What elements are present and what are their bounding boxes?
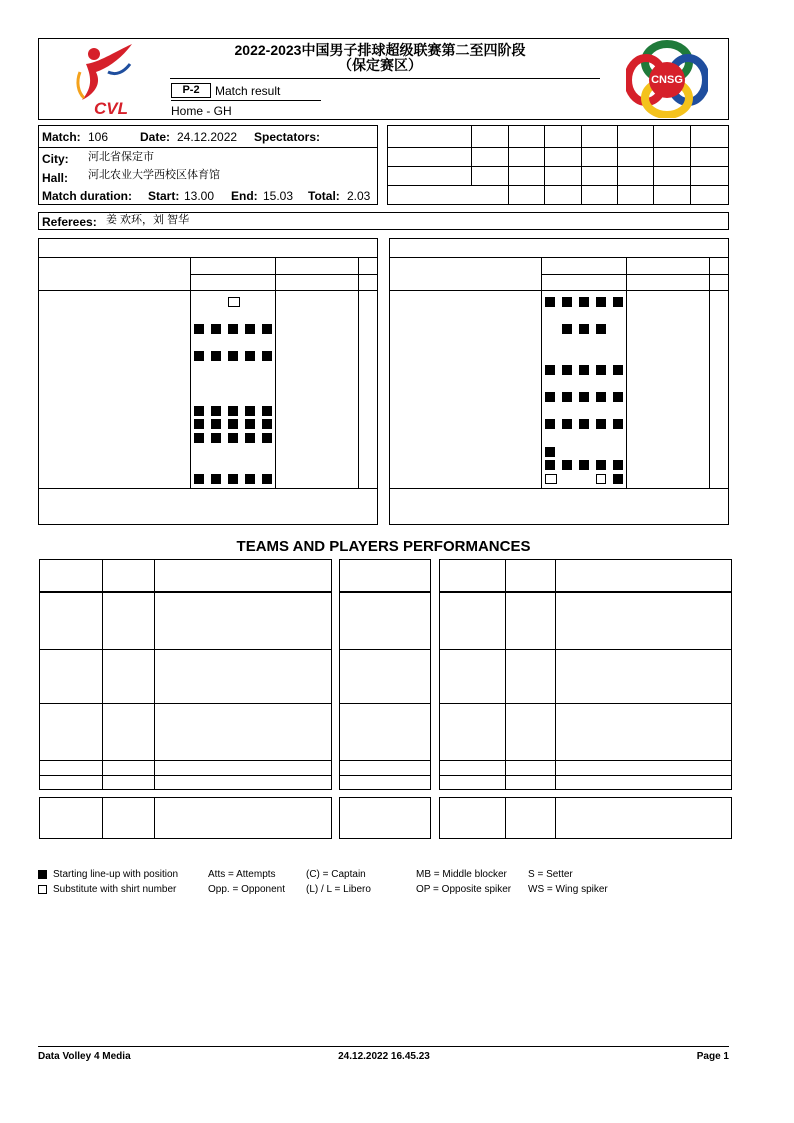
header-rule — [38, 290, 378, 291]
footer-rule — [38, 1046, 729, 1047]
match-number: 106 — [88, 130, 109, 144]
end-value: 15.03 — [263, 189, 294, 203]
perf-row-line — [439, 649, 732, 650]
player-row — [389, 338, 729, 351]
perf-row-line — [439, 703, 732, 704]
starting-position-box — [262, 419, 272, 429]
doc-type: Match result — [215, 84, 281, 98]
start-label: Start: — [148, 189, 180, 203]
score-col-line — [690, 125, 691, 205]
staff-rule — [38, 488, 378, 489]
player-row — [38, 392, 378, 405]
starting-position-box — [579, 392, 589, 402]
player-row — [389, 433, 729, 446]
starting-position-box — [545, 419, 555, 429]
perf-row-line — [39, 703, 332, 704]
score-col-line — [544, 125, 545, 205]
perf-col-line — [154, 797, 155, 839]
legend-ws: WS = Wing spiker — [528, 884, 608, 895]
starting-position-box — [194, 324, 204, 334]
legend-opp: Opp. = Opponent — [208, 884, 286, 895]
player-row — [38, 297, 378, 310]
starting-position-box — [245, 474, 255, 484]
starting-position-box — [613, 419, 623, 429]
starting-position-box — [262, 406, 272, 416]
player-row — [38, 324, 378, 337]
player-row — [38, 474, 378, 487]
player-row — [38, 365, 378, 378]
starting-position-box — [562, 365, 572, 375]
score-table — [387, 125, 729, 205]
substitute-number-box — [596, 474, 606, 484]
perf-row-line — [39, 775, 332, 776]
starting-position-box — [262, 474, 272, 484]
player-row — [389, 392, 729, 405]
subheader-rule — [190, 274, 378, 275]
player-row — [38, 460, 378, 473]
perf-row-line — [339, 703, 431, 704]
perf-col-line — [505, 797, 506, 839]
player-row — [38, 351, 378, 364]
starting-position-box — [211, 433, 221, 443]
subheader-rule — [541, 274, 729, 275]
spectators-label: Spectators: — [254, 130, 321, 144]
player-row — [38, 447, 378, 460]
starting-position-box — [194, 474, 204, 484]
cnsg-logo-text: CNSG — [651, 74, 683, 86]
player-row — [38, 379, 378, 392]
starting-position-box — [245, 433, 255, 443]
referees-value: 姜 欢环，刘 智华 — [106, 214, 190, 226]
legend — [38, 868, 729, 900]
starting-position-box — [596, 460, 606, 470]
score-row-line — [387, 185, 729, 186]
starting-position-box — [262, 351, 272, 361]
starting-position-box — [245, 324, 255, 334]
perf-row-line — [439, 775, 732, 776]
starting-position-box — [596, 392, 606, 402]
team-a-best-box — [39, 797, 332, 839]
hall-value: 河北农业大学西校区体育馆 — [88, 169, 220, 181]
score-row-line — [387, 166, 729, 167]
starting-position-box — [211, 419, 221, 429]
starting-position-box — [228, 433, 238, 443]
starting-position-box — [211, 474, 221, 484]
page-subtitle-region: （保定赛区） — [338, 57, 422, 73]
starting-position-box — [579, 297, 589, 307]
starting-position-box — [211, 324, 221, 334]
legend-s: S = Setter — [528, 869, 573, 880]
date-label: Date: — [140, 130, 171, 144]
starting-position-box — [228, 474, 238, 484]
legend-empty: Substitute with shirt number — [53, 884, 177, 895]
footer-right: Page 1 — [696, 1051, 729, 1062]
starting-position-box — [596, 324, 606, 334]
starting-position-box — [194, 351, 204, 361]
starting-position-box — [579, 365, 589, 375]
starting-position-box — [262, 324, 272, 334]
perf-col-line — [154, 559, 155, 790]
starting-position-box — [579, 324, 589, 334]
perf-row-line — [339, 760, 431, 761]
cnsg-logo — [626, 40, 708, 118]
starting-position-box — [596, 297, 606, 307]
score-col-line — [471, 125, 472, 185]
starting-position-box — [545, 297, 555, 307]
player-row — [389, 447, 729, 460]
starting-position-box — [613, 392, 623, 402]
hall-label: Hall: — [42, 171, 69, 185]
player-row — [389, 297, 729, 310]
cvl-logo — [72, 42, 144, 118]
perf-row-line — [39, 649, 332, 650]
perf-row-line — [39, 760, 332, 761]
end-label: End: — [231, 189, 258, 203]
team-a-header-box — [39, 559, 332, 592]
starting-position-box — [228, 324, 238, 334]
perf-row-line — [339, 775, 431, 776]
duration-label: Match duration: — [42, 189, 132, 203]
starting-position-box — [228, 406, 238, 416]
player-row — [389, 365, 729, 378]
score-col-line — [653, 125, 654, 205]
starting-position-box — [245, 419, 255, 429]
substitute-number-box — [545, 474, 557, 484]
starting-position-box — [613, 365, 623, 375]
player-row — [389, 460, 729, 473]
player-row — [389, 311, 729, 324]
starting-position-box — [228, 351, 238, 361]
player-row — [389, 379, 729, 392]
starting-position-box — [245, 351, 255, 361]
score-col-line — [617, 125, 618, 205]
team-b-best-box — [439, 797, 732, 839]
starting-position-box — [211, 406, 221, 416]
starting-position-box — [613, 460, 623, 470]
starting-position-box — [562, 419, 572, 429]
player-row — [38, 406, 378, 419]
staff-rule — [389, 488, 729, 489]
starting-position-box — [579, 460, 589, 470]
match-date: 24.12.2022 — [177, 130, 238, 144]
starting-position-box — [596, 365, 606, 375]
start-value: 13.00 — [184, 189, 215, 203]
total-duration-label: Total: — [308, 189, 340, 203]
player-row — [389, 406, 729, 419]
match-label: Match: — [42, 130, 81, 144]
filled-square-icon — [38, 870, 47, 879]
starting-position-box — [194, 419, 204, 429]
best-skill-box — [339, 797, 431, 839]
substitute-number-box — [228, 297, 240, 307]
legend-mb: MB = Middle blocker — [416, 869, 507, 880]
starting-position-box — [194, 406, 204, 416]
starting-position-box — [228, 419, 238, 429]
page-code-badge: P-2 — [171, 83, 211, 98]
perf-col-line — [555, 797, 556, 839]
starting-position-box — [562, 460, 572, 470]
starting-position-box — [545, 460, 555, 470]
score-col-line — [581, 125, 582, 205]
legend-op: OP = Opposite spiker — [416, 884, 512, 895]
perf-row-line — [439, 760, 732, 761]
starting-position-box — [545, 392, 555, 402]
starting-position-box — [613, 474, 623, 484]
city-label: City: — [42, 152, 69, 166]
starting-position-box — [562, 392, 572, 402]
team-b-header-box — [439, 559, 732, 592]
starting-position-box — [596, 419, 606, 429]
player-row — [38, 311, 378, 324]
player-row — [38, 419, 378, 432]
starting-position-box — [613, 297, 623, 307]
perf-col-line — [505, 559, 506, 790]
footer-left: Data Volley 4 Media — [38, 1051, 131, 1062]
perf-col-line — [555, 559, 556, 790]
legend-captain: (C) = Captain — [306, 869, 366, 880]
page-title: 2022-2023中国男子排球超级联赛第二至四阶段 — [234, 42, 526, 58]
legend-atts: Atts = Attempts — [208, 869, 276, 880]
starting-position-box — [194, 433, 204, 443]
legend-filled: Starting line-up with position — [53, 869, 179, 880]
cvl-logo-text: CVL — [94, 99, 128, 118]
team-title-rule — [389, 257, 729, 258]
score-row-line — [387, 147, 729, 148]
referees-label: Referees: — [42, 215, 97, 229]
player-row — [389, 419, 729, 432]
player-row — [389, 351, 729, 364]
total-duration-value: 2.03 — [347, 189, 371, 203]
player-row — [389, 324, 729, 337]
header-rule — [389, 290, 729, 291]
home-label: Home - GH — [171, 104, 232, 118]
player-row — [38, 338, 378, 351]
player-row — [38, 433, 378, 446]
player-row — [389, 474, 729, 487]
team-title-rule — [38, 257, 378, 258]
perf-col-line — [102, 797, 103, 839]
skill-header-box — [339, 559, 431, 592]
starting-position-box — [579, 419, 589, 429]
score-col-line — [508, 125, 509, 205]
perf-row-line — [339, 649, 431, 650]
perf-col-line — [102, 559, 103, 790]
empty-square-icon — [38, 885, 47, 894]
city-value: 河北省保定市 — [88, 151, 154, 163]
starting-position-box — [211, 351, 221, 361]
starting-position-box — [245, 406, 255, 416]
starting-position-box — [545, 447, 555, 457]
starting-position-box — [545, 365, 555, 375]
starting-position-box — [262, 433, 272, 443]
starting-position-box — [562, 324, 572, 334]
legend-libero: (L) / L = Libero — [306, 884, 371, 895]
starting-position-box — [562, 297, 572, 307]
performances-title: TEAMS AND PLAYERS PERFORMANCES — [236, 538, 531, 555]
footer-center: 24.12.2022 16.45.23 — [338, 1051, 430, 1062]
